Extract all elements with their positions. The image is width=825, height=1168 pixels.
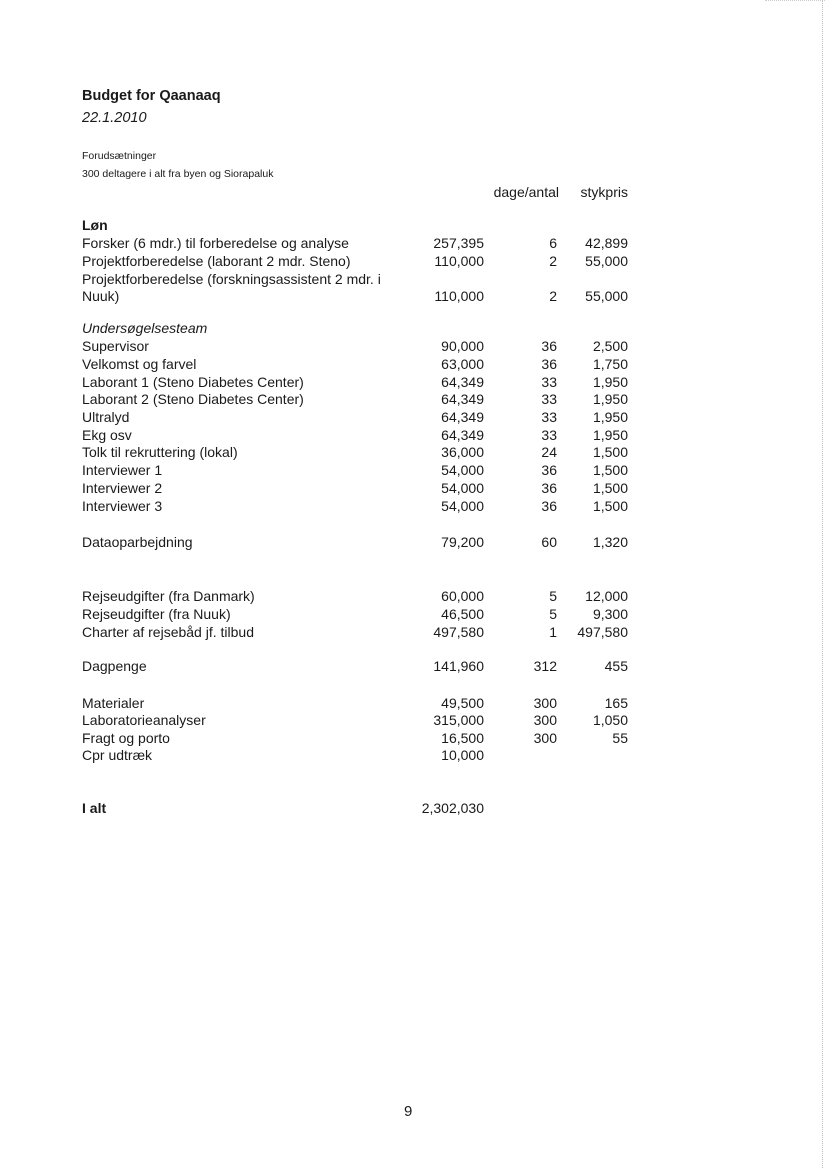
table-row	[0, 287, 825, 305]
row-label: Dagpenge	[82, 658, 147, 674]
row-label: Nuuk)	[82, 288, 120, 304]
row-count: 6	[549, 235, 557, 251]
row-amount: 141,960	[433, 658, 484, 674]
table-row	[0, 694, 825, 712]
column-header-unit-price: stykpris	[580, 184, 628, 200]
table-row	[0, 711, 825, 729]
row-label: Cpr udtræk	[82, 747, 153, 763]
row-amount: 64,349	[441, 374, 484, 390]
row-unit-price: 55,000	[585, 288, 628, 304]
total-row	[0, 799, 825, 817]
row-label: I alt	[82, 800, 107, 816]
table-row	[0, 252, 825, 270]
row-count: 5	[549, 588, 557, 604]
row-amount: 10,000	[441, 747, 484, 763]
table-row	[0, 390, 825, 408]
document-date: 22.1.2010	[82, 110, 147, 126]
row-amount: 60,000	[441, 588, 484, 604]
row-count: 36	[541, 480, 557, 496]
row-unit-price: 1,500	[592, 444, 628, 460]
table-row	[0, 426, 825, 444]
row-amount: 46,500	[441, 606, 484, 622]
section-heading-row	[0, 216, 825, 234]
row-unit-price: 1,950	[592, 374, 628, 390]
row-amount: 110,000	[434, 253, 484, 269]
row-count: 24	[541, 444, 557, 460]
row-amount: 49,500	[441, 695, 484, 711]
row-label: Rejseudgifter (fra Danmark)	[82, 588, 255, 604]
row-count: 36	[541, 356, 557, 372]
row-count: 33	[541, 391, 557, 407]
row-unit-price: 165	[604, 695, 628, 711]
row-count: 2	[549, 253, 557, 269]
row-label: Ultralyd	[82, 409, 130, 425]
row-count: 33	[541, 409, 557, 425]
table-row	[0, 605, 825, 623]
row-unit-price: 55	[612, 730, 628, 746]
row-count: 33	[541, 374, 557, 390]
row-count: 5	[549, 606, 557, 622]
row-label: Fragt og porto	[82, 730, 170, 746]
row-amount: 257,395	[433, 235, 484, 251]
table-row	[0, 587, 825, 605]
scan-edge	[822, 0, 823, 1168]
table-row	[0, 657, 825, 675]
row-amount: 54,000	[441, 462, 484, 478]
row-count: 36	[541, 498, 557, 514]
row-label: Interviewer 2	[82, 480, 163, 496]
row-label: Materialer	[82, 695, 145, 711]
row-unit-price: 9,300	[592, 606, 628, 622]
row-label: Projektforberedelse (forskningsassistent 2 mdr. i	[82, 271, 381, 287]
row-unit-price: 1,500	[592, 462, 628, 478]
row-count: 300	[533, 712, 557, 728]
row-unit-price: 1,950	[592, 409, 628, 425]
row-unit-price: 497,580	[577, 624, 628, 640]
row-unit-price: 1,750	[592, 356, 628, 372]
row-unit-price: 1,950	[592, 391, 628, 407]
row-unit-price: 1,500	[592, 480, 628, 496]
table-row	[0, 461, 825, 479]
row-label: Interviewer 3	[82, 498, 163, 514]
row-count: 33	[541, 427, 557, 443]
row-amount: 54,000	[441, 498, 484, 514]
row-label: Dataoparbejdning	[82, 534, 193, 550]
row-unit-price: 55,000	[585, 253, 628, 269]
row-amount: 64,349	[441, 427, 484, 443]
row-count: 60	[541, 534, 557, 550]
row-amount: 315,000	[433, 712, 484, 728]
document-title: Budget for Qaanaaq	[82, 88, 221, 104]
row-count: 1	[549, 624, 557, 640]
row-label: Projektforberedelse (laborant 2 mdr. Steno)	[82, 253, 351, 269]
row-amount: 64,349	[441, 409, 484, 425]
table-row	[0, 337, 825, 355]
scan-edge-top	[765, 0, 825, 7]
row-count: 36	[541, 462, 557, 478]
row-unit-price: 1,050	[592, 712, 628, 728]
row-label: Tolk til rekruttering (lokal)	[82, 444, 238, 460]
table-row	[0, 497, 825, 515]
table-row	[0, 443, 825, 461]
row-count: 2	[549, 288, 557, 304]
row-unit-price: 2,500	[592, 338, 628, 354]
row-amount: 79,200	[441, 534, 484, 550]
row-label: Supervisor	[82, 338, 149, 354]
table-row	[0, 373, 825, 391]
table-row	[0, 234, 825, 252]
table-row	[0, 533, 825, 551]
row-unit-price: 42,899	[585, 235, 628, 251]
row-amount: 110,000	[434, 288, 484, 304]
table-row	[0, 746, 825, 764]
row-count: 300	[533, 730, 557, 746]
row-unit-price: 1,950	[592, 427, 628, 443]
row-label: Forsker (6 mdr.) til forberedelse og analyse	[82, 235, 349, 251]
table-row	[0, 408, 825, 426]
page-number: 9	[404, 1103, 413, 1120]
table-row	[0, 479, 825, 497]
row-amount: 16,500	[441, 730, 484, 746]
row-unit-price: 455	[604, 658, 628, 674]
table-row	[0, 355, 825, 373]
row-unit-price: 1,320	[592, 534, 628, 550]
row-amount: 54,000	[441, 480, 484, 496]
row-count: 300	[533, 695, 557, 711]
row-label: Rejseudgifter (fra Nuuk)	[82, 606, 231, 622]
row-label: Laborant 1 (Steno Diabetes Center)	[82, 374, 304, 390]
subsection-heading-row	[0, 319, 825, 337]
row-amount: 64,349	[441, 391, 484, 407]
row-amount: 2,302,030	[421, 800, 484, 816]
row-label: Ekg osv	[82, 427, 132, 443]
assumptions-heading: Forudsætninger	[82, 150, 157, 162]
row-label: Charter af rejsebåd jf. tilbud	[82, 624, 254, 640]
row-unit-price: 1,500	[592, 498, 628, 514]
row-amount: 90,000	[441, 338, 484, 354]
table-row	[0, 270, 825, 288]
assumptions-text: 300 deltagere i alt fra byen og Siorapaluk	[82, 168, 274, 180]
row-amount: 497,580	[433, 624, 484, 640]
table-row	[0, 729, 825, 747]
row-amount: 36,000	[441, 444, 484, 460]
row-label: Laboratorieanalyser	[82, 712, 206, 728]
row-unit-price: 12,000	[585, 588, 628, 604]
row-label: Løn	[82, 217, 108, 233]
row-label: Velkomst og farvel	[82, 356, 197, 372]
row-amount: 63,000	[441, 356, 484, 372]
row-label: Interviewer 1	[82, 462, 163, 478]
table-row	[0, 623, 825, 641]
row-label: Undersøgelsesteam	[82, 320, 208, 336]
row-count: 36	[541, 338, 557, 354]
row-count: 312	[533, 658, 557, 674]
column-header-count: dage/antal	[493, 184, 559, 200]
row-label: Laborant 2 (Steno Diabetes Center)	[82, 391, 304, 407]
